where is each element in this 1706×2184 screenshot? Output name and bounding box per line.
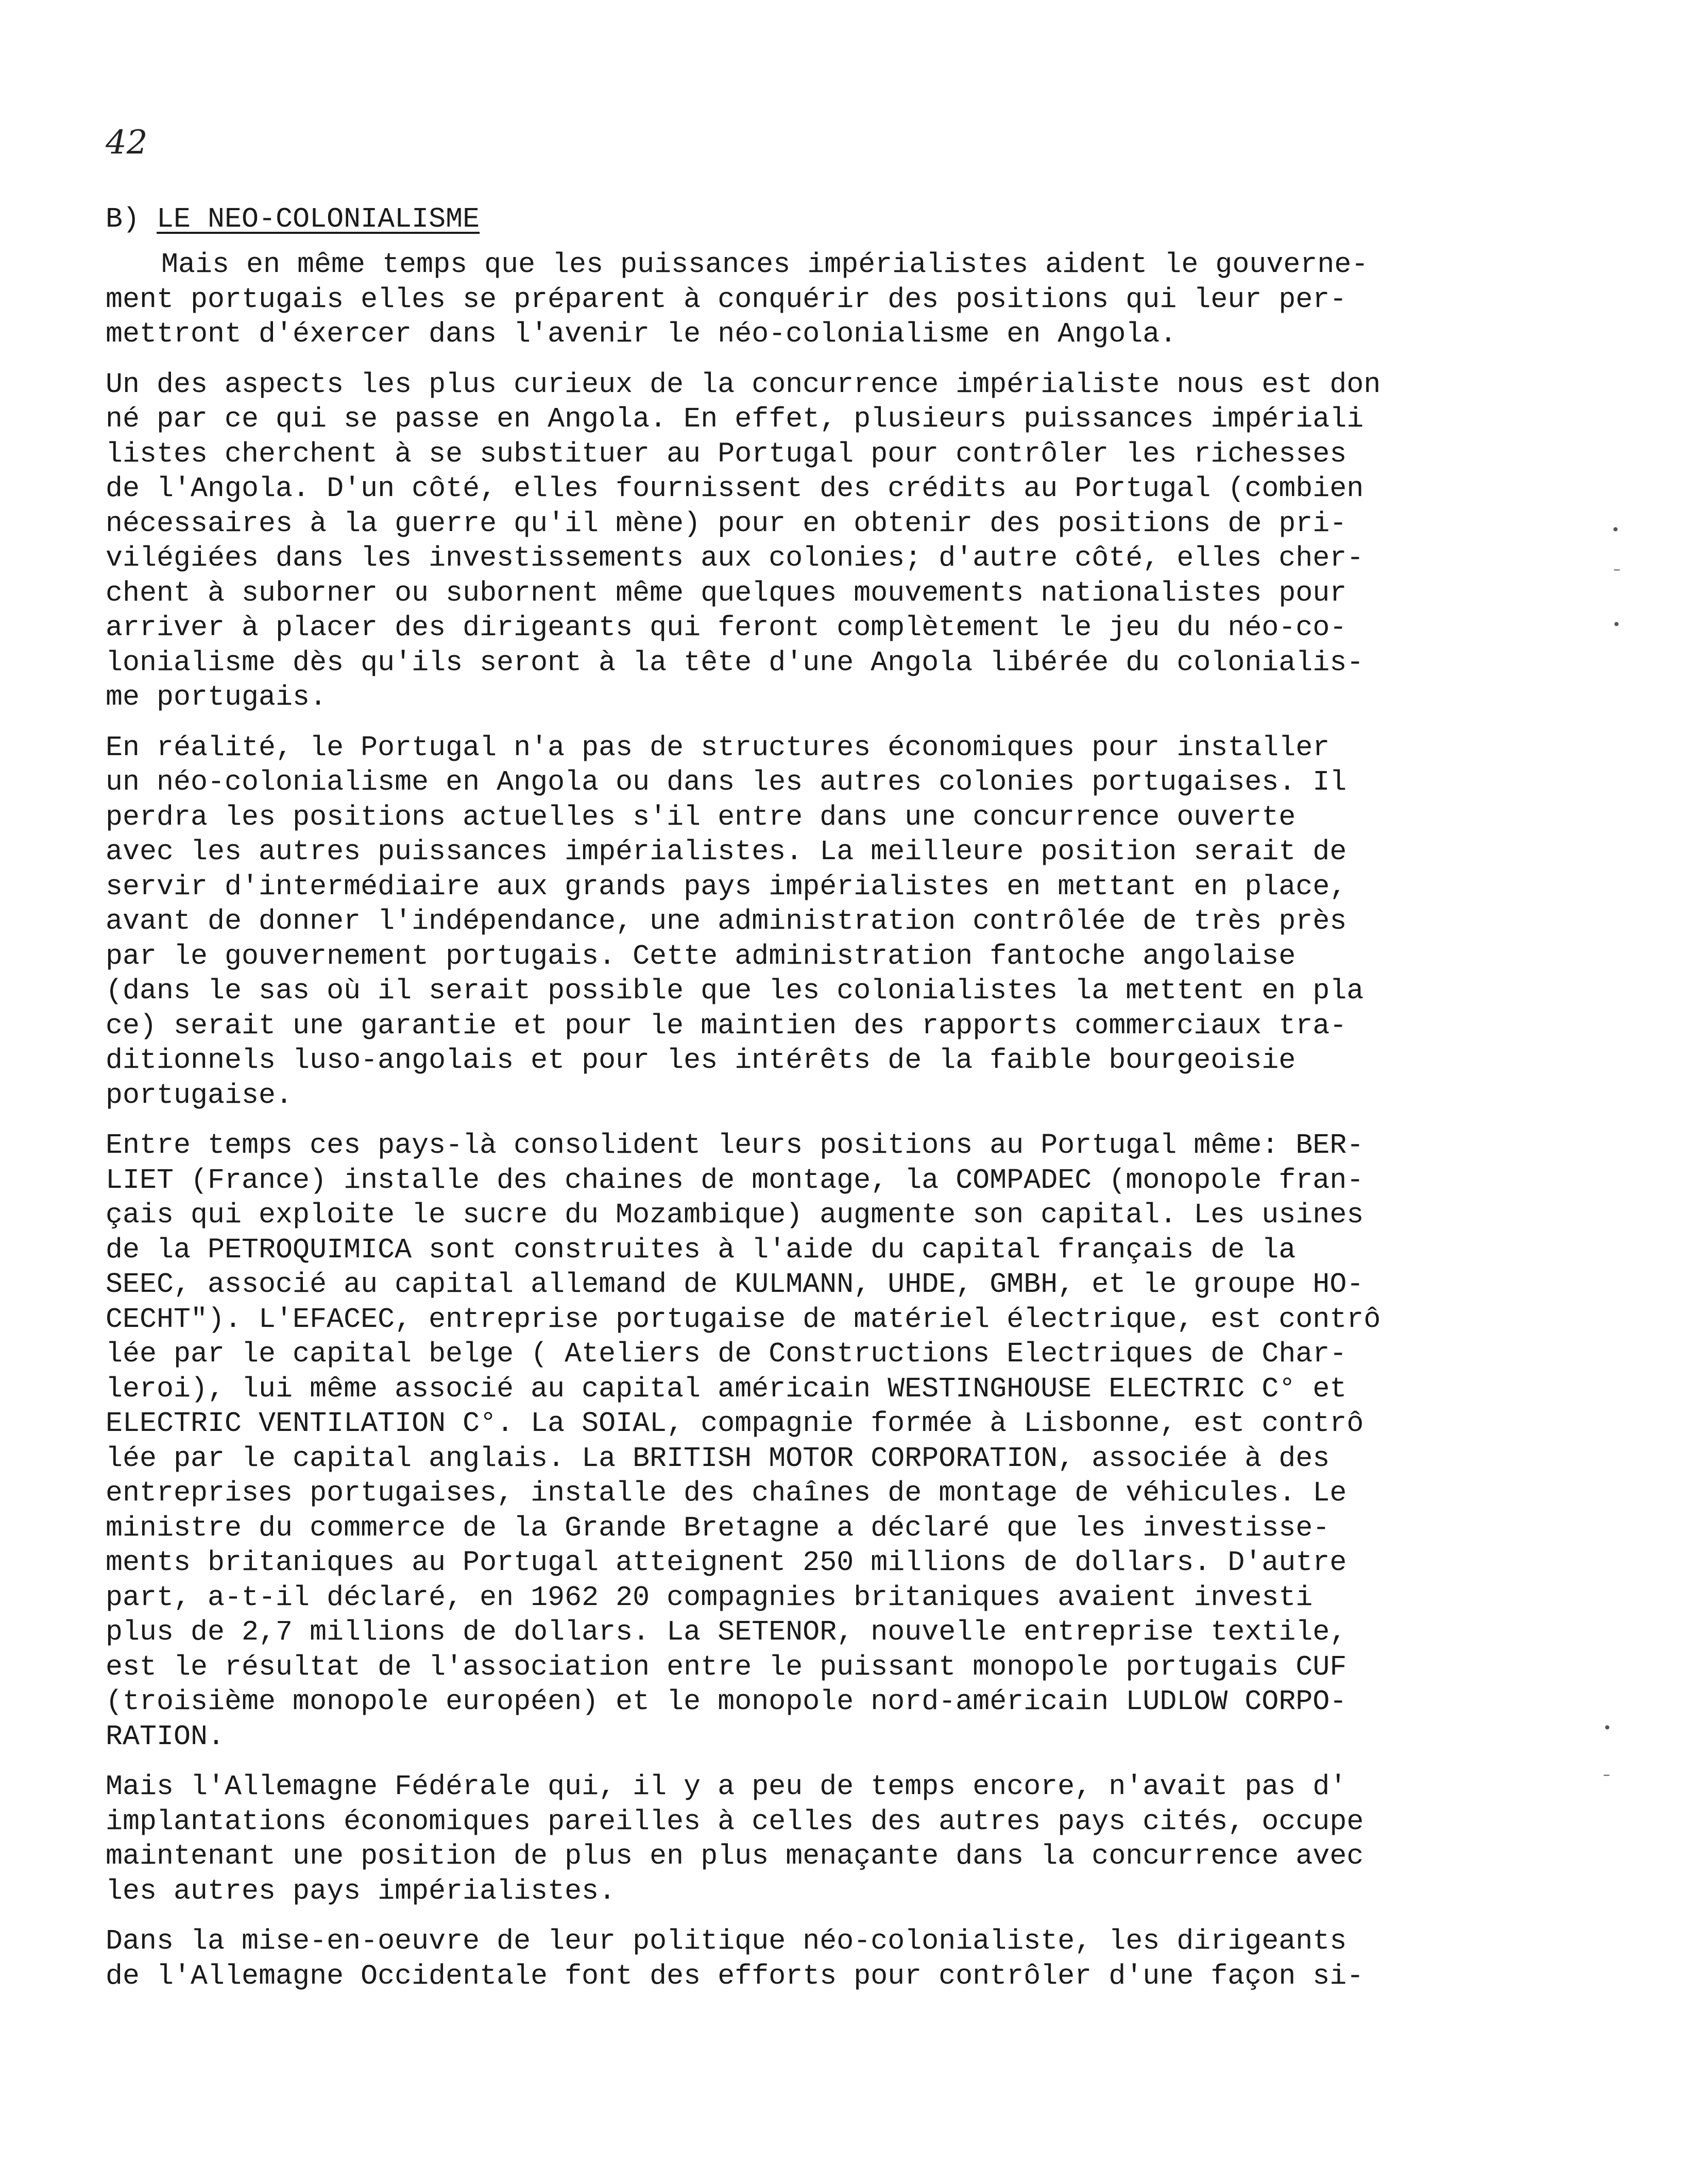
text-line: Entre temps ces pays-là consolident leurs positions au Portugal même: BER- — [106, 1129, 1364, 1162]
margin-mark: – — [1613, 560, 1620, 577]
text-line: de l'Angola. D'un côté, elles fournissent des crédits au Portugal (combien — [106, 472, 1364, 505]
paragraph — [106, 367, 1424, 715]
margin-mark: – — [1603, 1766, 1610, 1783]
text-line: de la PETROQUIMICA sont construites à l'aide du capital français de la — [106, 1233, 1296, 1266]
text-line: mettront d'éxercer dans l'avenir le néo-colonialisme en Angola. — [106, 318, 1177, 350]
text-line: un néo-colonialisme en Angola ou dans les autres colonies portugaises. Il — [106, 766, 1347, 798]
margin-mark: • — [1611, 521, 1620, 538]
text-line: maintenant une position de plus en plus menaçante dans la concurrence avec — [106, 1840, 1364, 1872]
text-line: SEEC, associé au capital allemand de KULMANN, UHDE, GMBH, et le groupe HO- — [106, 1268, 1364, 1301]
paragraph — [106, 1128, 1424, 1754]
paragraph — [106, 247, 1424, 352]
text-line: leroi), lui même associé au capital américain WESTINGHOUSE ELECTRIC C° et — [106, 1372, 1347, 1405]
text-line: part, a-t-il déclaré, en 1962 20 compagnies britaniques avaient investi — [106, 1581, 1313, 1614]
text-line: implantations économiques pareilles à celles des autres pays cités, occupe — [106, 1805, 1364, 1838]
text-line: servir d'intermédiaire aux grands pays impérialistes en mettant en place, — [106, 870, 1347, 903]
text-line: avec les autres puissances impérialistes. La meilleure position serait de — [106, 835, 1347, 868]
text-line: me portugais. — [106, 681, 327, 713]
paragraph — [106, 1769, 1424, 1908]
text-line: de l'Allemagne Occidentale font des efforts pour contrôler d'une façon si- — [106, 1959, 1364, 1992]
margin-mark: • — [1603, 1719, 1612, 1736]
text-line: ce) serait une garantie et pour le maintien des rapports commerciaux tra- — [106, 1009, 1347, 1042]
text-line: avant de donner l'indépendance, une administration contrôlée de très près — [106, 905, 1347, 937]
section-heading — [106, 202, 480, 237]
text-line: chent à suborner ou subornent même quelques mouvements nationalistes pour — [106, 576, 1347, 609]
text-line: entreprises portugaises, installe des chaînes de montage de véhicules. Le — [106, 1477, 1347, 1509]
text-line: lée par le capital belge ( Ateliers de Constructions Electriques de Char- — [106, 1338, 1347, 1370]
text-line: plus de 2,7 millions de dollars. La SETENOR, nouvelle entreprise textile, — [106, 1616, 1347, 1648]
text-line: (troisième monopole européen) et le monopole nord-américain LUDLOW CORPO- — [106, 1685, 1347, 1718]
text-line: ment portugais elles se préparent à conquérir des positions qui leur per- — [106, 283, 1347, 316]
text-line: vilégiées dans les investissements aux colonies; d'autre côté, elles cher- — [106, 542, 1364, 574]
text-line: ditionnels luso-angolais et pour les intérêts de la faible bourgeoisie — [106, 1044, 1296, 1077]
text-line: arriver à placer des dirigeants qui feront complètement le jeu du néo-co- — [106, 611, 1347, 644]
section-heading-title: LE NEO-COLONIALISME — [157, 203, 480, 235]
text-line: ments britaniques au Portugal atteignent 250 millions de dollars. D'autre — [106, 1546, 1347, 1579]
text-line: est le résultat de l'association entre le puissant monopole portugais CUF — [106, 1650, 1347, 1683]
text-line: portugaise. — [106, 1079, 293, 1112]
text-line: ELECTRIC VENTILATION C°. La SOIAL, compagnie formée à Lisbonne, est contrô — [106, 1407, 1364, 1440]
paragraph — [106, 1924, 1424, 1993]
text-line: LIET (France) installe des chaines de montage, la COMPADEC (monopole fran- — [106, 1164, 1364, 1197]
text-line: çais qui exploite le sucre du Mozambique) augmente son capital. Les usines — [106, 1199, 1364, 1231]
text-line: CECHT"). L'EFACEC, entreprise portugaise de matériel électrique, est contrô — [106, 1303, 1381, 1336]
text-line: Mais en même temps que les puissances impérialistes aident le gouverne- — [161, 248, 1369, 281]
text-line: nécessaires à la guerre qu'il mène) pour en obtenir des positions de pri- — [106, 507, 1347, 540]
text-line: Mais l'Allemagne Fédérale qui, il y a peu de temps encore, n'avait pas d' — [106, 1770, 1347, 1803]
text-line: ministre du commerce de la Grande Bretagne a déclaré que les investisse- — [106, 1511, 1330, 1544]
text-line: listes cherchent à se substituer au Portugal pour contrôler les richesses — [106, 437, 1347, 470]
text-line: Dans la mise-en-oeuvre de leur politique néo-colonialiste, les dirigeants — [106, 1925, 1347, 1957]
text-line: par le gouvernement portugais. Cette administration fantoche angolaise — [106, 940, 1296, 972]
page-number: 42 — [106, 124, 148, 162]
body-text — [106, 247, 1424, 2009]
margin-mark: • — [1612, 616, 1621, 633]
section-heading-prefix: B) — [106, 203, 157, 235]
text-line: lée par le capital anglais. La BRITISH MOTOR CORPORATION, associée à des — [106, 1442, 1330, 1475]
text-line: RATION. — [106, 1720, 225, 1753]
text-line: perdra les positions actuelles s'il entre dans une concurrence ouverte — [106, 800, 1296, 833]
paragraph — [106, 730, 1424, 1113]
text-line: En réalité, le Portugal n'a pas de structures économiques pour installer — [106, 731, 1330, 764]
text-line: (dans le sas où il serait possible que les colonialistes la mettent en pla — [106, 975, 1364, 1007]
text-line: Un des aspects les plus curieux de la concurrence impérialiste nous est don — [106, 368, 1381, 401]
text-line: lonialisme dès qu'ils seront à la tête d'une Angola libérée du colonialis- — [106, 646, 1364, 679]
text-line: né par ce qui se passe en Angola. En effet, plusieurs puissances impériali — [106, 403, 1364, 435]
text-line: les autres pays impérialistes. — [106, 1874, 616, 1907]
